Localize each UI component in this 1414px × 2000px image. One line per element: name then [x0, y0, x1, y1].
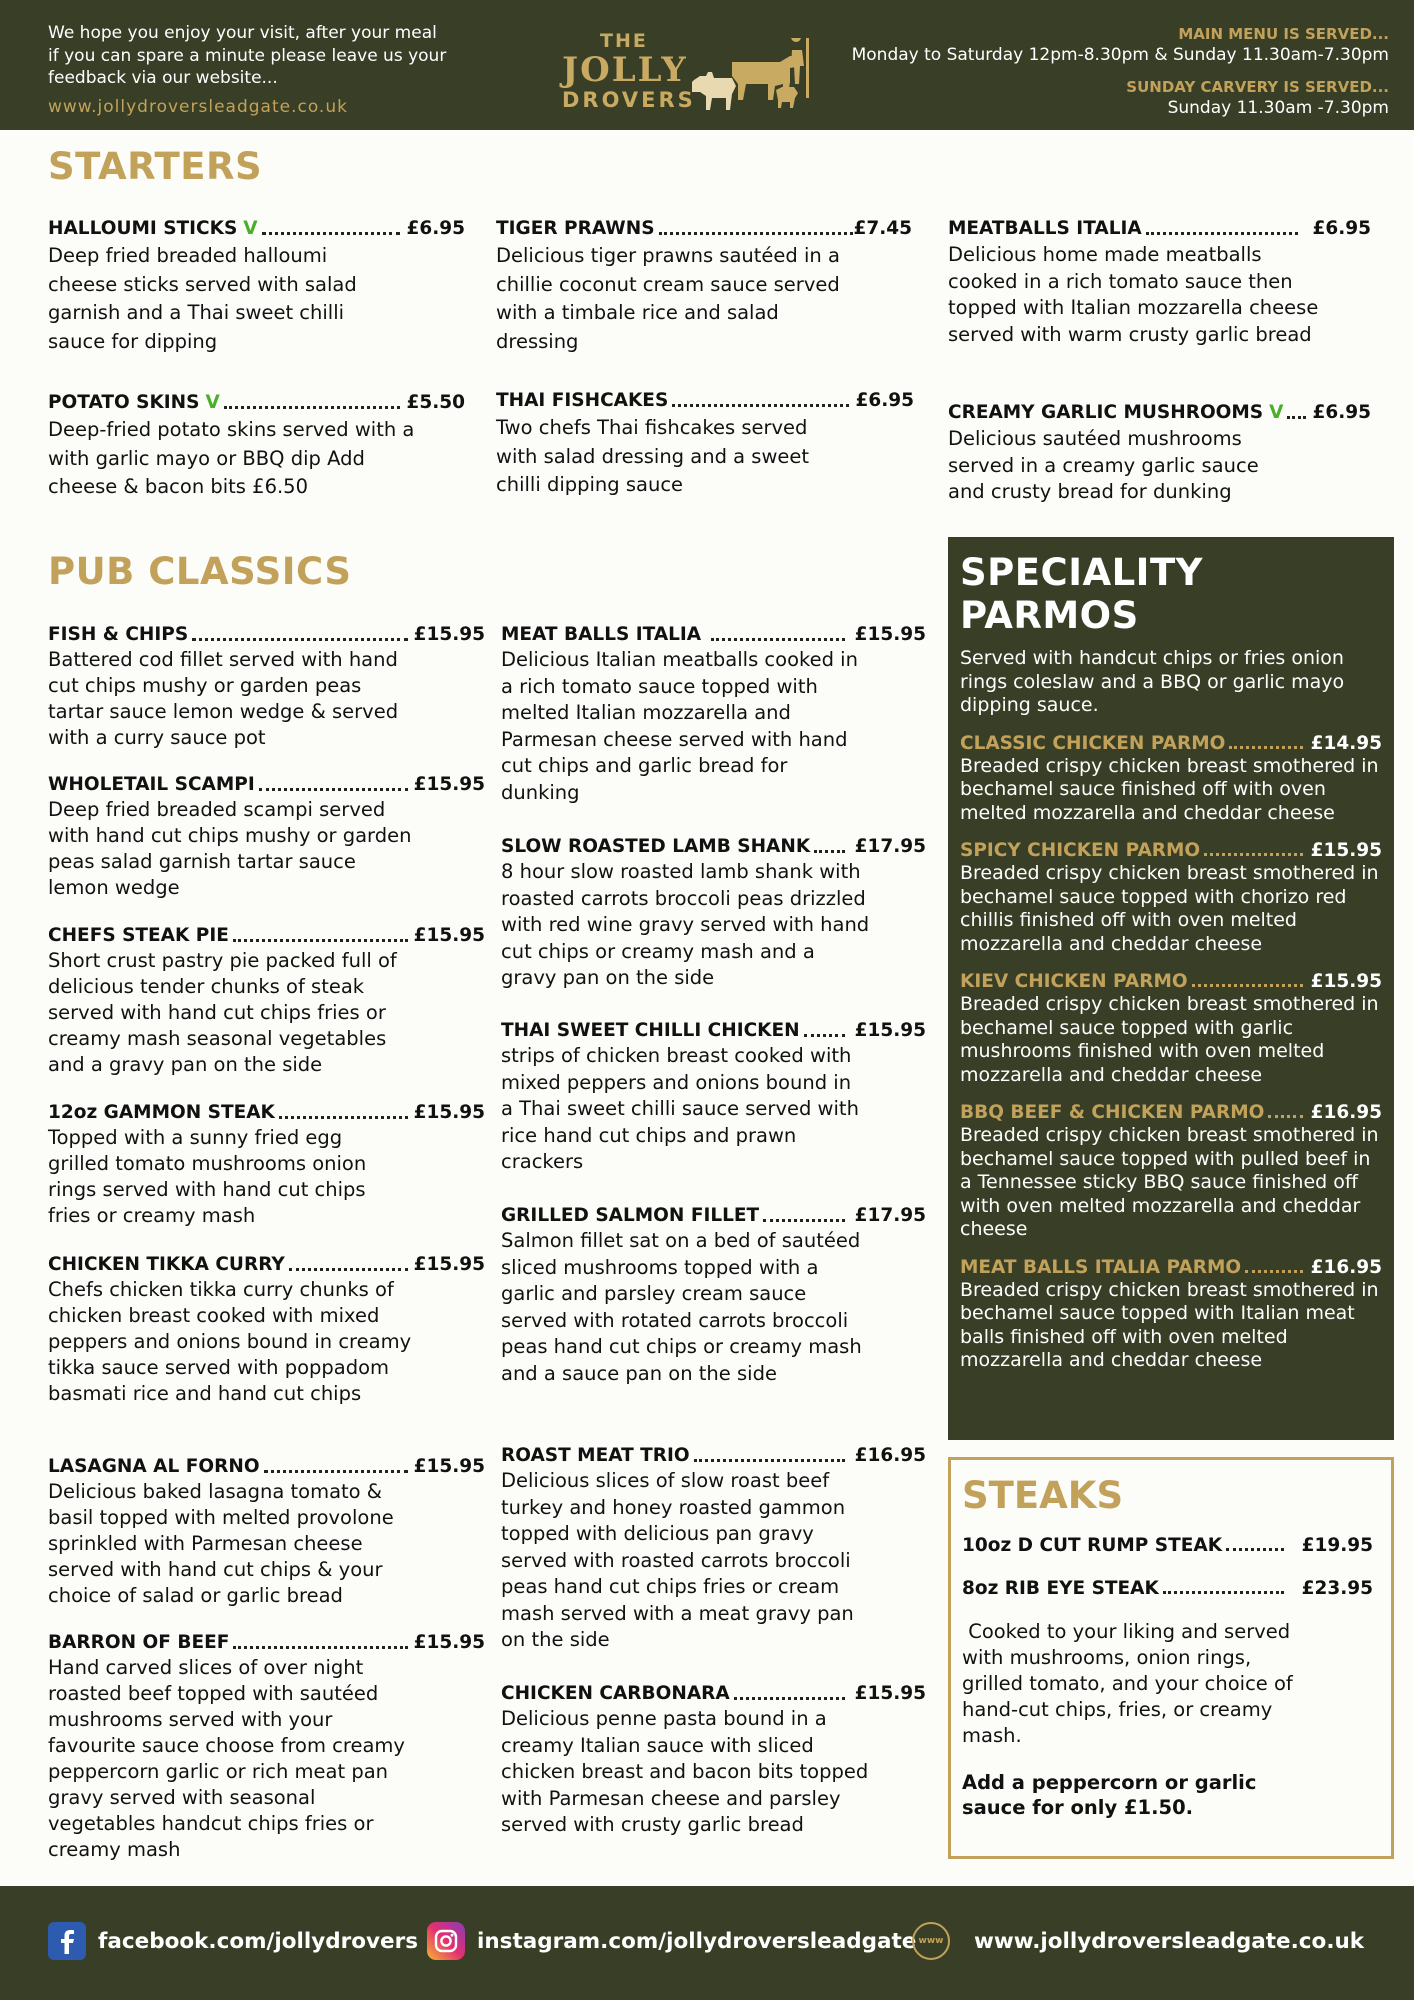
- item-name: 12oz GAMMON STEAK: [48, 1102, 275, 1123]
- item-description: Salmon fillet sat on a bed of sautéed sliced mushrooms topped with a garlic and parsley cream sauce served with rotated carrots broccoli peas hand cut chips or creamy mash and a sauce pan on the side: [501, 1229, 862, 1385]
- item-description: Delicious penne pasta bound in a creamy Italian sauce with sliced chicken breast and bacon bits topped with Parmesan cheese and parsley served with crusty garlic bread: [501, 1707, 869, 1836]
- item-price: £15.95: [413, 624, 485, 645]
- item-name: MEATBALLS ITALIA: [948, 218, 1142, 239]
- item-price: £15.95: [413, 1102, 485, 1123]
- item-price: £15.95: [413, 1456, 485, 1477]
- header: [0, 0, 1414, 130]
- globe-icon: [912, 1922, 950, 1960]
- carvery-hours: Sunday 11.30am -7.30pm: [1167, 98, 1389, 118]
- item-description: Delicious sautéed mushrooms served in a creamy garlic sauce and crusty bread for dunking: [948, 427, 1259, 503]
- steaks-title: STEAKS: [962, 1474, 1124, 1517]
- item-name: FISH & CHIPS: [48, 624, 189, 645]
- item-price: £16.95: [854, 1445, 926, 1466]
- starters-title: STARTERS: [48, 145, 263, 188]
- item-name: CHEFS STEAK PIE: [48, 925, 229, 946]
- menu-item: [48, 624, 485, 751]
- item-price: £15.95: [413, 774, 485, 795]
- parmo-item: [960, 1102, 1382, 1242]
- item-name: CLASSIC CHICKEN PARMO: [960, 732, 1226, 754]
- parmo-item: [960, 1257, 1382, 1373]
- steaks-description: Cooked to your liking and served with mushrooms, onion rings, grilled tomato, and your choice of hand-cut chips, fries, or creamy mash.: [962, 1620, 1299, 1747]
- item-description: Delicious home made meatballs cooked in a rich tomato sauce then topped with Italian mozzarella cheese served with warm crusty garlic bread: [948, 243, 1319, 346]
- menu-item: [948, 402, 1371, 506]
- steak-item: [962, 1535, 1373, 1556]
- item-description: Breaded crispy chicken breast smothered in bechamel sauce topped with Italian meat balls finished off with oven melted mozzarella and cheddar cheese: [960, 1278, 1379, 1371]
- item-price: £17.95: [854, 836, 926, 857]
- item-price: £14.95: [1310, 732, 1382, 754]
- item-description: Delicious slices of slow roast beef turkey and honey roasted gammon topped with delicious pan gravy served with roasted carrots broccoli peas hand cut chips fries or cream mash served with a meat gravy pan on the side: [501, 1469, 854, 1651]
- website-link[interactable]: [912, 1922, 1364, 1960]
- parmo-item: [960, 971, 1382, 1087]
- item-price: £15.95: [854, 624, 926, 645]
- item-name: THAI FISHCAKES: [496, 390, 669, 411]
- steaks-panel: [948, 1457, 1394, 1859]
- facebook-url: facebook.com/jollydrovers: [98, 1928, 419, 1954]
- parmos-intro: Served with handcut chips or fries onion rings coleslaw and a BBQ or garlic mayo dipping sauce.: [960, 647, 1345, 716]
- item-description: Short crust pastry pie packed full of delicious tender chunks of steak served with hand cut chips fries or creamy mash seasonal vegetables and a gravy pan on the side: [48, 949, 397, 1076]
- main-menu-hours: Monday to Saturday 12pm-8.30pm & Sunday 11.30am-7.30pm: [851, 45, 1389, 65]
- opening-hours: [852, 24, 1389, 119]
- item-description: 8 hour slow roasted lamb shank with roasted carrots broccoli peas drizzled with red wine gravy served with hand cut chips or creamy mash and a gravy pan on the side: [501, 860, 870, 989]
- menu-item: [48, 1254, 485, 1407]
- item-description: Two chefs Thai fishcakes served with salad dressing and a sweet chilli dipping sauce: [496, 416, 810, 496]
- item-name: LASAGNA AL FORNO: [48, 1456, 260, 1477]
- item-name: POTATO SKINS: [48, 392, 200, 413]
- parmos-title: SPECIALITY PARMOS: [960, 551, 1203, 637]
- item-description: Deep fried breaded halloumi cheese sticks served with salad garnish and a Thai sweet chilli sauce for dipping: [48, 244, 357, 353]
- menu-item: [501, 1683, 926, 1839]
- item-name: CREAMY GARLIC MUSHROOMS: [948, 402, 1264, 423]
- vegetarian-badge: V: [1269, 402, 1284, 423]
- menu-item: [948, 218, 1371, 348]
- instagram-url: instagram.com/jollydroversleadgate: [477, 1928, 917, 1954]
- item-price: £6.95: [406, 218, 465, 239]
- speciality-parmos-panel: [948, 537, 1394, 1440]
- item-price: £6.95: [855, 390, 914, 411]
- item-price: £16.95: [1310, 1102, 1382, 1123]
- logo-the: THE: [600, 30, 648, 52]
- menu-item: [48, 1102, 485, 1229]
- item-description: Hand carved slices of over night roasted beef topped with sautéed mushrooms served with your favourite sauce choose from creamy peppercorn garlic or rich meat pan gravy served with seasonal vegetables handcut chips fries or creamy mash: [48, 1656, 405, 1861]
- item-name: ROAST MEAT TRIO: [501, 1445, 690, 1466]
- menu-item: [496, 218, 912, 356]
- item-name: GRILLED SALMON FILLET: [501, 1205, 760, 1226]
- item-price: £6.95: [1312, 402, 1371, 423]
- item-price: £23.95: [1301, 1578, 1373, 1599]
- vegetarian-badge: V: [243, 218, 258, 239]
- item-description: Chefs chicken tikka curry chunks of chicken breast cooked with mixed peppers and onions bound in creamy tikka sauce served with poppadom basmati rice and hand cut chips: [48, 1278, 412, 1405]
- item-description: Deep-fried potato skins served with a with garlic mayo or BBQ dip Add cheese & bacon bits £6.50: [48, 418, 415, 498]
- item-description: strips of chicken breast cooked with mixed peppers and onions bound in a Thai sweet chilli sauce served with rice hand cut chips and prawn crackers: [501, 1044, 859, 1173]
- item-name: TIGER PRAWNS: [496, 218, 655, 239]
- item-description: Breaded crispy chicken breast smothered in bechamel sauce topped with pulled beef in a Tennessee sticky BBQ sauce finished off with oven melted mozzarella and cheddar cheese: [960, 1124, 1379, 1240]
- instagram-icon: [427, 1922, 465, 1960]
- item-name: MEAT BALLS ITALIA PARMO: [960, 1256, 1242, 1278]
- item-name: HALLOUMI STICKS: [48, 218, 238, 239]
- menu-item: [496, 390, 914, 500]
- jolly-drovers-logo: [560, 28, 840, 118]
- item-price: £17.95: [854, 1205, 926, 1226]
- item-name: 10oz D CUT RUMP STEAK: [962, 1535, 1223, 1556]
- steak-item: [962, 1578, 1373, 1599]
- item-price: £6.95: [1312, 218, 1371, 239]
- logo-drovers: DROVERS: [562, 88, 696, 112]
- menu-item: [501, 1020, 926, 1176]
- item-price: £15.95: [413, 925, 485, 946]
- item-description: Breaded crispy chicken breast smothered in bechamel sauce finished off with oven melted mozzarella and cheddar cheese: [960, 754, 1379, 824]
- globe-icon-label: www: [918, 1936, 944, 1946]
- menu-item: [501, 836, 926, 992]
- parmo-item: [960, 733, 1382, 826]
- menu-item: [48, 1456, 485, 1609]
- item-price: £16.95: [1310, 1256, 1382, 1278]
- menu-item: [48, 774, 485, 901]
- header-website-link[interactable]: www.jollydroversleadgate.co.uk: [48, 97, 348, 117]
- sauce-addon: Add a peppercorn or garlic sauce for only £1.50.: [962, 1771, 1257, 1819]
- item-price: £15.95: [413, 1254, 485, 1275]
- item-price: £15.95: [413, 1632, 485, 1653]
- website-url: www.jollydroversleadgate.co.uk: [974, 1928, 1365, 1954]
- instagram-link[interactable]: [427, 1922, 916, 1960]
- item-name: MEAT BALLS ITALIA: [501, 624, 702, 645]
- menu-item: [48, 1632, 485, 1863]
- carvery-label: SUNDAY CARVERY IS SERVED...: [1126, 78, 1389, 96]
- item-description: Delicious baked lasagna tomato & basil topped with melted provolone sprinkled with Parmesan cheese served with hand cut chips & your choice of salad or garlic bread: [48, 1480, 394, 1607]
- menu-item: [48, 392, 465, 502]
- menu-item: [501, 1205, 926, 1387]
- item-price: £19.95: [1301, 1535, 1373, 1556]
- item-description: Topped with a sunny fried egg grilled tomato mushrooms onion rings served with hand cut chips fries or creamy mash: [48, 1126, 367, 1227]
- item-price: £15.95: [1310, 971, 1382, 992]
- item-price: £7.45: [853, 218, 912, 239]
- logo-jolly: JOLLY: [562, 50, 688, 90]
- menu-item: [501, 1445, 926, 1654]
- menu-item: [501, 624, 926, 806]
- feedback-intro: We hope you enjoy your visit, after your meal if you can spare a minute please leave us your feedback via our website...: [48, 23, 447, 88]
- item-name: KIEV CHICKEN PARMO: [960, 971, 1188, 992]
- item-name: SLOW ROASTED LAMB SHANK: [501, 836, 811, 857]
- vegetarian-badge: V: [205, 392, 220, 413]
- parmo-item: [960, 840, 1382, 956]
- item-price: £15.95: [854, 1683, 926, 1704]
- item-description: Breaded crispy chicken breast smothered in bechamel sauce topped with garlic mushrooms finished with oven melted mozzarella and cheddar cheese: [960, 993, 1379, 1086]
- cattle-icon: [692, 38, 834, 118]
- item-name: WHOLETAIL SCAMPI: [48, 774, 255, 795]
- item-price: £5.50: [406, 392, 465, 413]
- item-price: £15.95: [1310, 840, 1382, 861]
- item-description: Battered cod fillet served with hand cut chips mushy or garden peas tartar sauce lemon wedge & served with a curry sauce pot: [48, 648, 399, 749]
- item-description: Deep fried breaded scampi served with hand cut chips mushy or garden peas salad garnish tartar sauce lemon wedge: [48, 798, 412, 899]
- item-description: Breaded crispy chicken breast smothered in bechamel sauce topped with chorizo red chillis finished off with oven melted mozzarella and cheddar cheese: [960, 862, 1379, 955]
- item-name: CHICKEN TIKKA CURRY: [48, 1254, 285, 1275]
- item-name: CHICKEN CARBONARA: [501, 1683, 730, 1704]
- footer: [0, 1886, 1414, 2000]
- main-menu-label: MAIN MENU IS SERVED...: [1178, 25, 1389, 43]
- item-description: Delicious Italian meatballs cooked in a rich tomato sauce topped with melted Italian mozzarella and Parmesan cheese served with hand cut chips and garlic bread for dunking: [501, 648, 858, 804]
- item-name: BBQ BEEF & CHICKEN PARMO: [960, 1102, 1265, 1123]
- item-price: £15.95: [854, 1020, 926, 1041]
- pub-classics-title: PUB CLASSICS: [48, 550, 352, 593]
- menu-item: [48, 925, 485, 1078]
- item-description: Delicious tiger prawns sautéed in a chillie coconut cream sauce served with a timbale rice and salad dressing: [496, 244, 840, 353]
- menu-item: [48, 218, 465, 356]
- item-name: 8oz RIB EYE STEAK: [962, 1578, 1159, 1599]
- item-name: BARRON OF BEEF: [48, 1632, 230, 1653]
- facebook-icon: [48, 1922, 86, 1960]
- item-name: THAI SWEET CHILLI CHICKEN: [501, 1020, 800, 1041]
- facebook-link[interactable]: [48, 1922, 418, 1960]
- item-name: SPICY CHICKEN PARMO: [960, 840, 1201, 861]
